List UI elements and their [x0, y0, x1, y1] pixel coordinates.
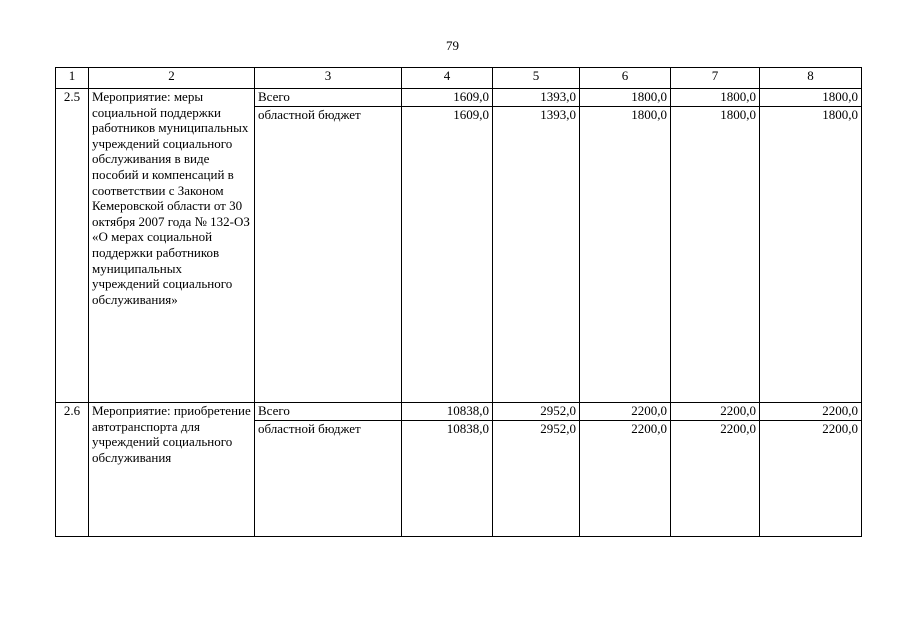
header-cell: 3	[255, 68, 402, 89]
header-cell: 6	[580, 68, 671, 89]
row-value: 1800,0	[760, 89, 862, 107]
row-value: 2200,0	[671, 421, 760, 537]
row-value: 2200,0	[760, 421, 862, 537]
row-value: 1800,0	[671, 107, 760, 403]
row-value: 10838,0	[402, 421, 493, 537]
row-value: 10838,0	[402, 403, 493, 421]
row-value: 1393,0	[493, 89, 580, 107]
row-value: 2952,0	[493, 421, 580, 537]
row-value: 1393,0	[493, 107, 580, 403]
row-value: 1609,0	[402, 89, 493, 107]
row-value: 2200,0	[760, 403, 862, 421]
header-cell: 1	[56, 68, 89, 89]
row-value: 2200,0	[580, 403, 671, 421]
page-number: 79	[446, 38, 459, 53]
header-row	[56, 68, 862, 89]
row-value: 2200,0	[671, 403, 760, 421]
row-value: 1609,0	[402, 107, 493, 403]
table-row	[56, 403, 862, 421]
header-cell: 2	[89, 68, 255, 89]
row-value: 1800,0	[671, 89, 760, 107]
header-cell: 8	[760, 68, 862, 89]
row-source: областной бюджет	[255, 107, 402, 403]
row-value: 1800,0	[760, 107, 862, 403]
budget-table	[55, 67, 862, 537]
row-source: Всего	[255, 403, 402, 421]
table-row	[56, 89, 862, 107]
row-value: 2200,0	[580, 421, 671, 537]
row-measure: Мероприятие: приобретение автотранспорта для учреждений социального обслуживания	[89, 403, 255, 537]
header-cell: 7	[671, 68, 760, 89]
header-cell: 4	[402, 68, 493, 89]
row-code: 2.5	[56, 89, 89, 403]
header-cell: 5	[493, 68, 580, 89]
row-measure: Мероприятие: меры социальной поддержки работников муниципальных учреждений социального обслуживания в виде пособий и компенсаций в соответствии с Законом Кемеровской области от 30 октября 2007 года № 132-ОЗ «О мерах социальной поддержки работников муниципальных учреждений социального обслуживания»	[89, 89, 255, 403]
row-source: областной бюджет	[255, 421, 402, 537]
row-value: 2952,0	[493, 403, 580, 421]
row-code: 2.6	[56, 403, 89, 537]
row-value: 1800,0	[580, 107, 671, 403]
row-value: 1800,0	[580, 89, 671, 107]
row-source: Всего	[255, 89, 402, 107]
